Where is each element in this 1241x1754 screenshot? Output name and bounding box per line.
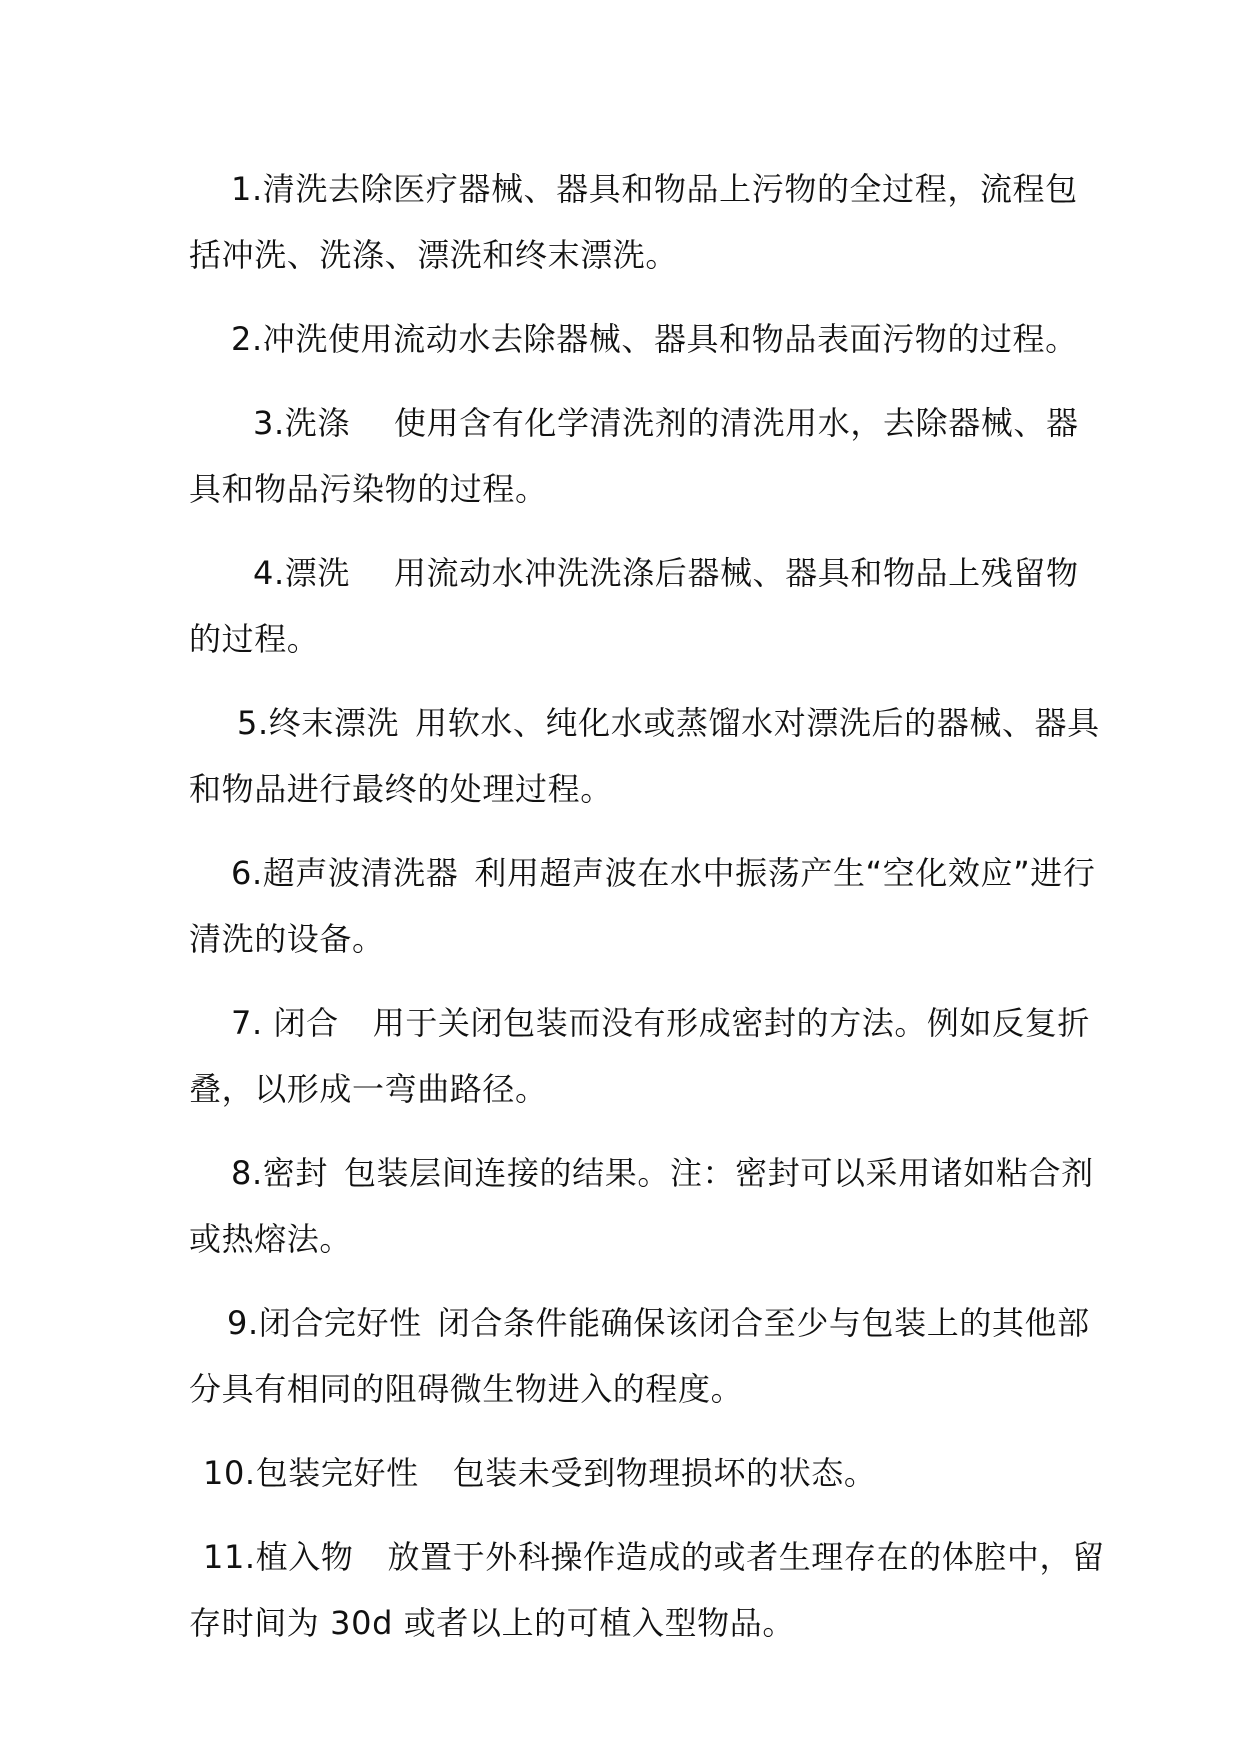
definition-paragraph [189, 1140, 1109, 1272]
definition-term: 2.冲洗 [231, 320, 328, 358]
definition-paragraph [189, 306, 1109, 372]
definition-term: 10.包装完好性 [203, 1454, 419, 1492]
definition-text: 包装未受到物理损坏的状态。 [452, 1454, 877, 1492]
definition-paragraph [189, 156, 1109, 288]
definition-paragraph [189, 390, 1109, 522]
definition-text: 放置于外科操作造成的或者生理存在的体腔中，留存时间为 30d 或者以上的可植入型物品。 [189, 1538, 1105, 1642]
definition-text: 包装层间连接的结果。注：密封可以采用诸如粘合剂或热熔法。 [189, 1154, 1094, 1258]
definition-term: 9.闭合完好性 [227, 1304, 422, 1342]
definition-term: 1.清洗 [231, 170, 328, 208]
definition-term: 11.植入物 [203, 1538, 354, 1576]
definition-text: 使用流动水去除器械、器具和物品表面污物的过程。 [327, 320, 1078, 358]
definition-paragraph [189, 1290, 1109, 1422]
definition-paragraph [189, 1440, 1109, 1506]
definition-paragraph [189, 840, 1109, 972]
definition-paragraph [189, 540, 1109, 672]
definition-text: 去除医疗器械、器具和物品上污物的全过程，流程包括冲洗、洗涤、漂洗和终末漂洗。 [189, 170, 1078, 274]
definition-text: 用软水、纯化水或蒸馏水对漂洗后的器械、器具和物品进行最终的处理过程。 [189, 704, 1100, 808]
definition-paragraph [189, 690, 1109, 822]
definition-text: 用于关闭包装而没有形成密封的方法。例如反复折叠，以形成一弯曲路径。 [189, 1004, 1090, 1108]
definition-term: 8.密封 [231, 1154, 328, 1192]
document-body [189, 156, 1109, 1674]
definition-paragraph [189, 990, 1109, 1122]
definition-term: 5.终末漂洗 [237, 704, 400, 742]
definition-text: 利用超声波在水中振荡产生“空化效应”进行清洗的设备。 [189, 854, 1096, 958]
definition-term: 7. 闭合 [231, 1004, 339, 1042]
definition-term: 4.漂洗 [253, 554, 350, 592]
definition-text: 用流动水冲洗洗涤后器械、器具和物品上残留物的过程。 [189, 554, 1079, 658]
definition-paragraph [189, 1524, 1109, 1656]
definition-term: 6.超声波清洗器 [231, 854, 459, 892]
definition-term: 3.洗涤 [253, 404, 350, 442]
definition-text: 闭合条件能确保该闭合至少与包装上的其他部分具有相同的阻碍微生物进入的程度。 [189, 1304, 1090, 1408]
definition-text: 使用含有化学清洗剂的清洗用水，去除器械、器具和物品污染物的过程。 [189, 404, 1079, 508]
